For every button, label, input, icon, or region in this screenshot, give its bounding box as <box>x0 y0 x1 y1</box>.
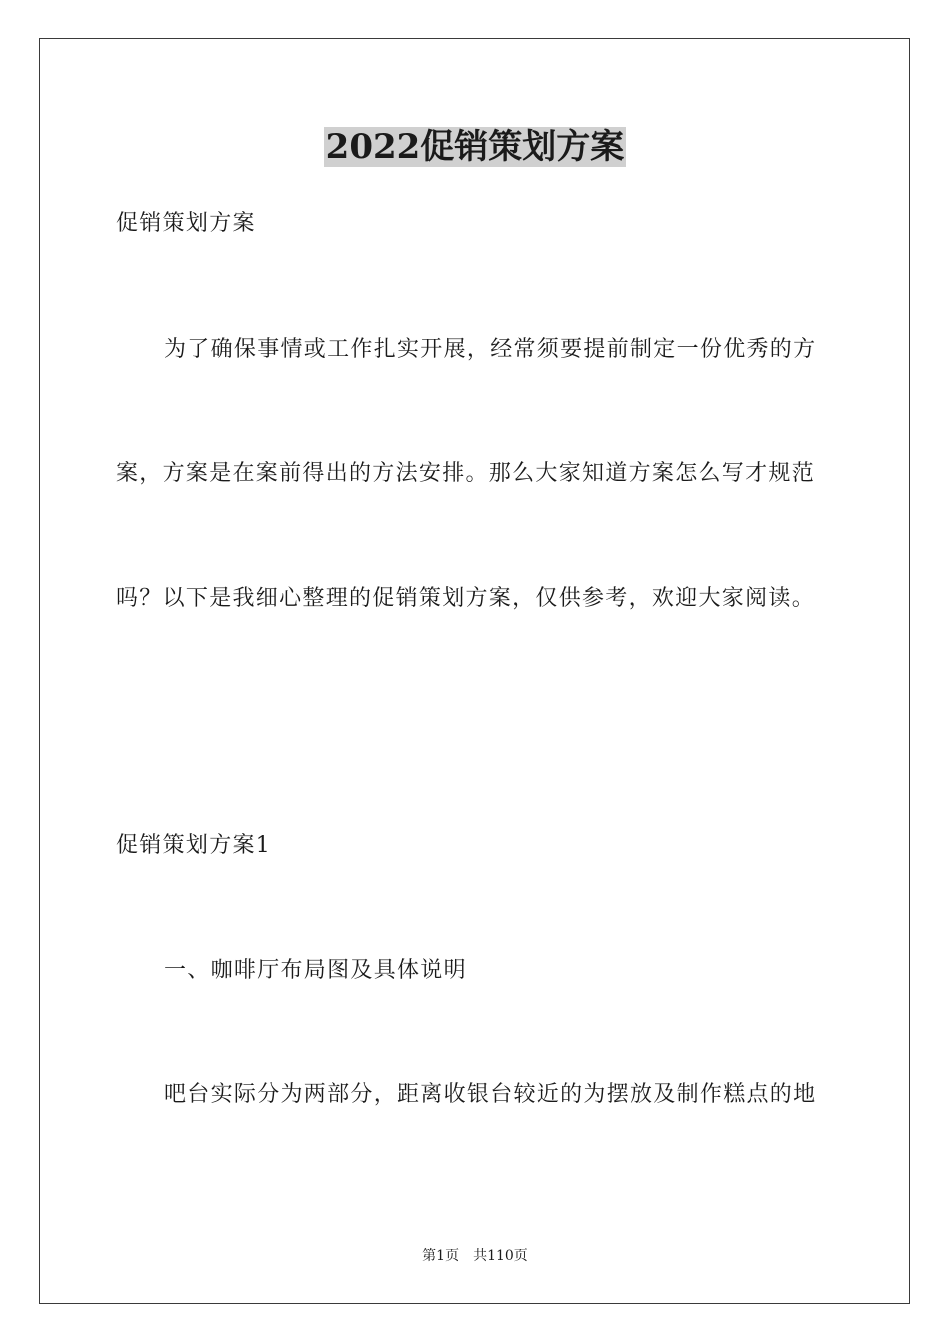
intro-line-2: 案，方案是在案前得出的方法安排。那么大家知道方案怎么写才规范 <box>116 461 816 486</box>
document-title-text: 2022促销策划方案 <box>325 127 625 167</box>
document-title <box>0 124 950 170</box>
intro-line-3: 吗？以下是我细心整理的促销策划方案，仅供参考，欢迎大家阅读。 <box>116 586 816 611</box>
section-heading: 促销策划方案1 <box>116 833 272 858</box>
intro-line-1: 为了确保事情或工作扎实开展，经常须要提前制定一份优秀的方 <box>164 337 817 362</box>
page-footer: 第1页 共110页 <box>422 1248 528 1264</box>
body-line-1: 吧台实际分为两部分，距离收银台较近的为摆放及制作糕点的地 <box>164 1082 817 1107</box>
document-subtitle: 促销策划方案 <box>116 211 256 236</box>
subsection-heading: 一、咖啡厅布局图及具体说明 <box>164 958 467 983</box>
